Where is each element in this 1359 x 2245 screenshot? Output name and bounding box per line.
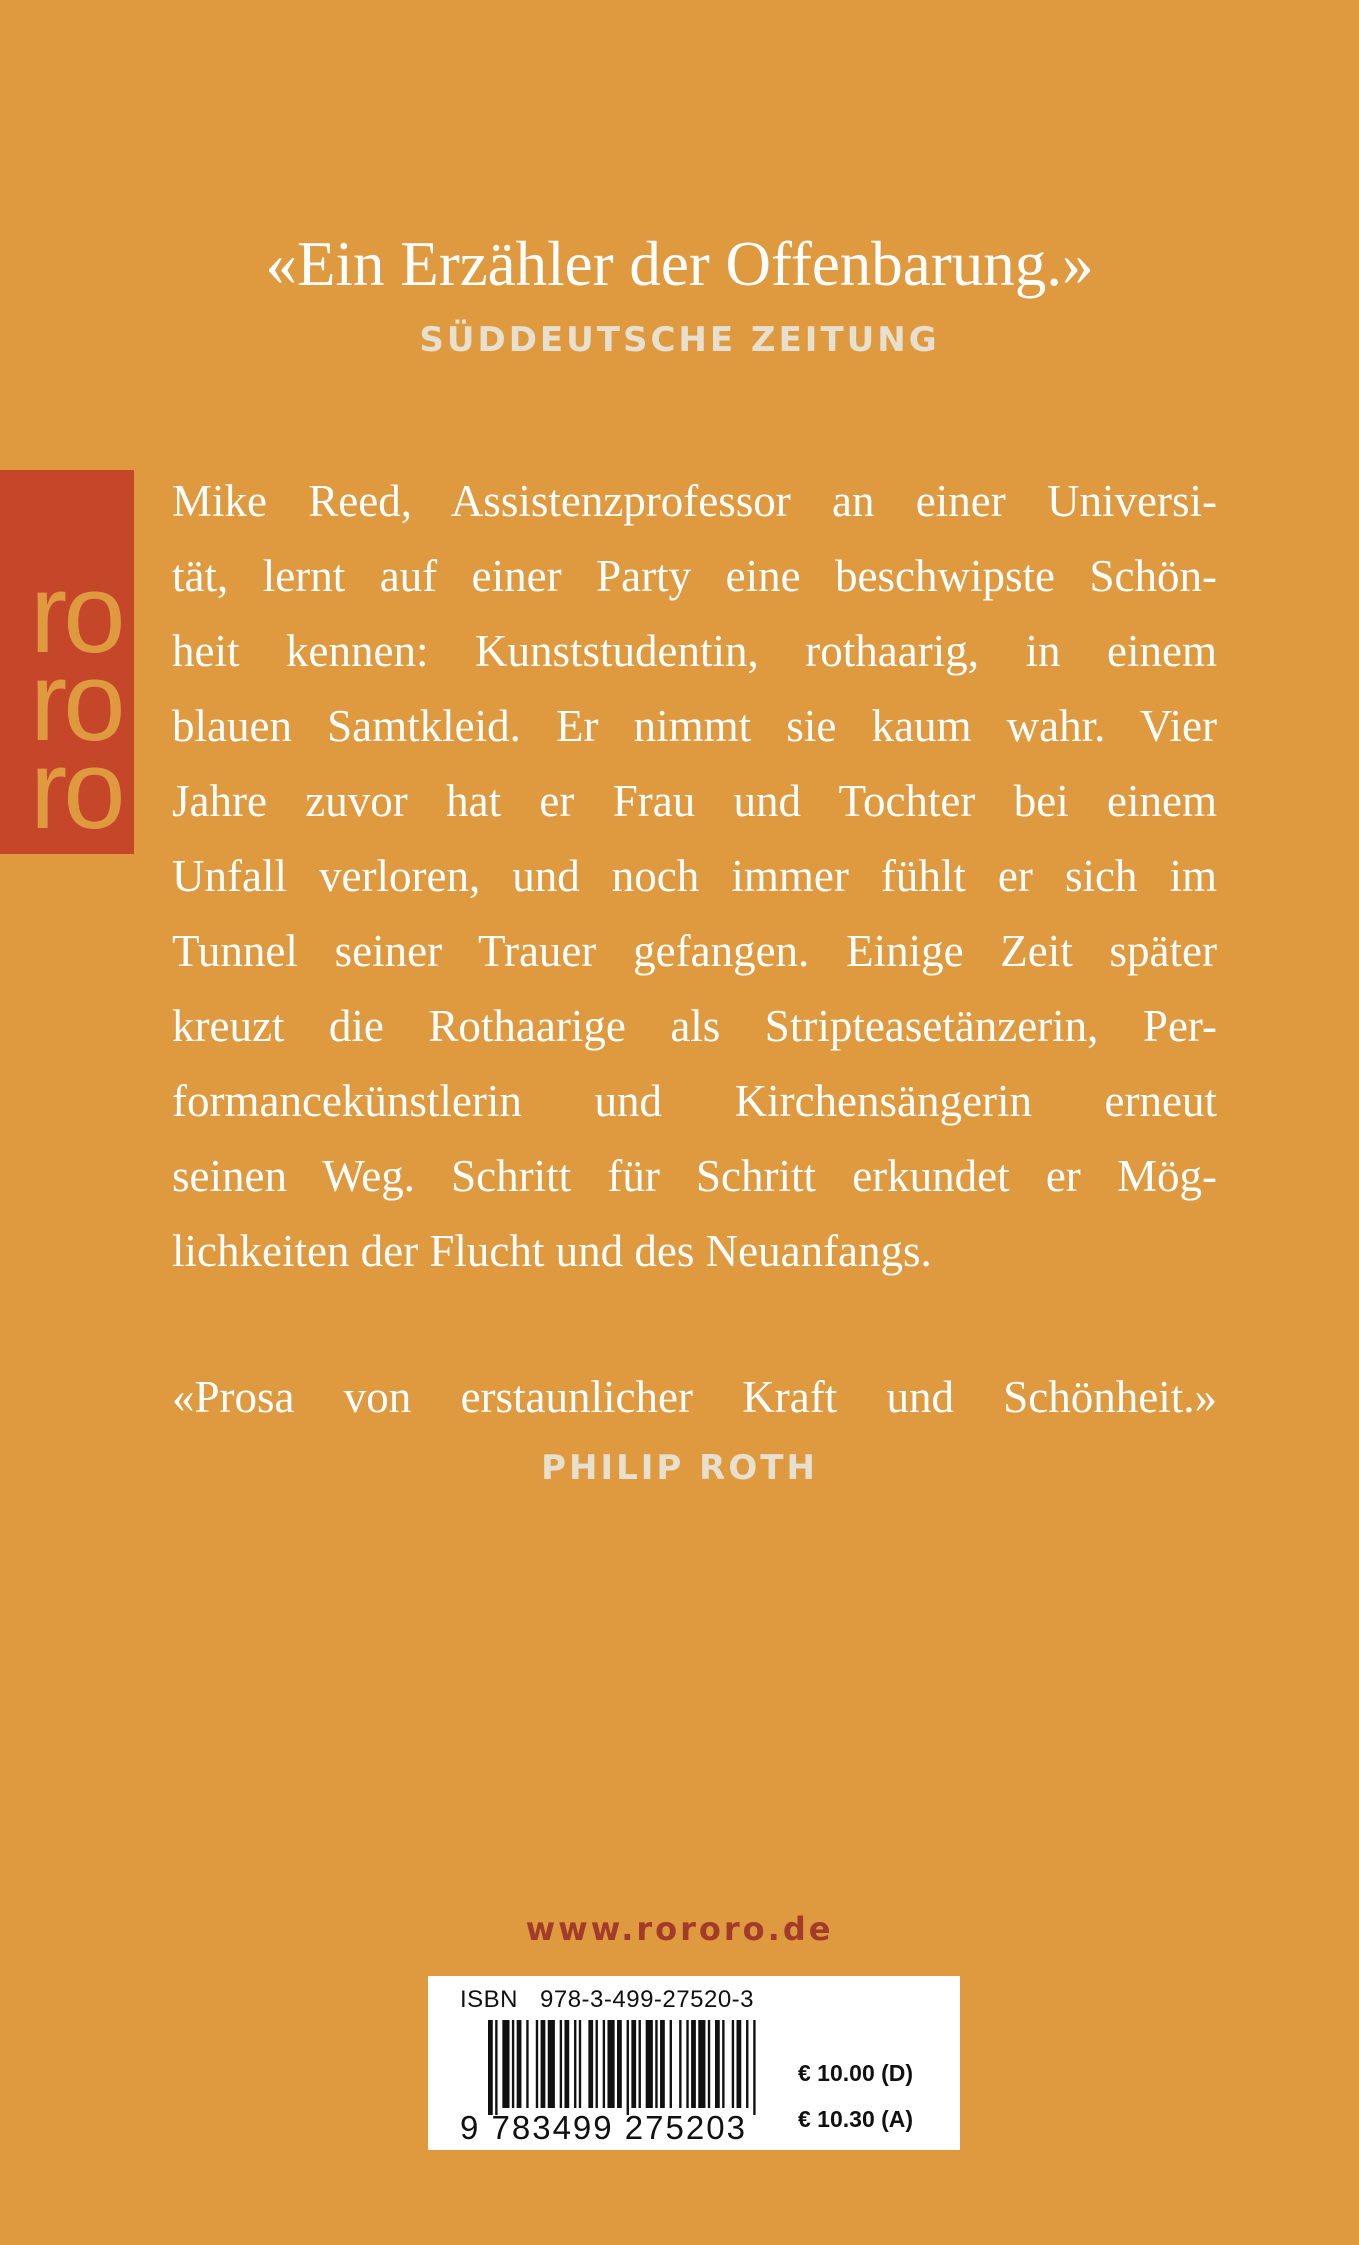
barcode-bar xyxy=(548,2020,555,2108)
isbn-number: 978-3-499-27520-3 xyxy=(540,1986,755,2013)
barcode-bar xyxy=(631,2020,636,2108)
blurb-line: tät, lernt auf einer Party eine beschwipste Schön- xyxy=(172,551,1217,601)
barcode-bars xyxy=(488,2020,758,2115)
logo-text-line-3: ro xyxy=(30,727,122,852)
barcode-bar xyxy=(686,2020,688,2108)
ean-digits: 9 783499 275203 xyxy=(460,2109,747,2146)
barcode-bar xyxy=(737,2020,742,2108)
barcode-bar xyxy=(627,2020,629,2115)
barcode-bar xyxy=(603,2020,605,2108)
blurb-line: Unfall verloren, und noch immer fühlt er sich im xyxy=(172,851,1217,901)
barcode-bar xyxy=(564,2020,569,2108)
barcode-bar xyxy=(495,2020,497,2115)
barcode-bar xyxy=(596,2020,598,2108)
barcode-bar xyxy=(607,2020,614,2108)
blurb-line: Jahre zuvor hat er Frau und Tochter bei einem xyxy=(172,776,1217,826)
barcode-bar xyxy=(574,2020,576,2108)
isbn-line xyxy=(460,1986,754,2014)
barcode-bar xyxy=(691,2020,696,2108)
blurb-line: blauen Samtkleid. Er nimmt sie kaum wahr. Vier xyxy=(172,701,1217,751)
barcode-bar xyxy=(660,2020,665,2108)
website-url: www.rororo.de xyxy=(525,1910,834,1948)
blurb-line: Mike Reed, Assistenzprofessor an einer Universi- xyxy=(172,476,1217,526)
barcode-bar xyxy=(670,2020,672,2108)
barcode-label xyxy=(428,1976,960,2150)
barcode-bar xyxy=(502,2020,509,2108)
barcode-bar xyxy=(732,2020,734,2108)
top-quote-attribution: SÜDDEUTSCHE ZEITUNG xyxy=(419,320,940,360)
barcode-bar xyxy=(488,2020,493,2115)
barcode-bar xyxy=(517,2020,522,2108)
price-austria: € 10.30 (A) xyxy=(798,2106,914,2132)
top-quote: «Ein Erzähler der Offenbarung.» xyxy=(265,229,1094,299)
barcode-bar xyxy=(708,2020,710,2108)
barcode-bar xyxy=(679,2020,681,2108)
isbn-label: ISBN xyxy=(460,1986,519,2013)
barcode-bar xyxy=(655,2020,657,2108)
barcode-bar xyxy=(588,2020,593,2108)
barcode-bar xyxy=(753,2020,755,2115)
barcode-bar xyxy=(646,2020,653,2108)
barcode-bar xyxy=(526,2020,528,2108)
blurb-line: lichkeiten der Flucht und des Neuanfangs. xyxy=(172,1226,932,1276)
logo-text-line-2: ro xyxy=(30,639,122,764)
barcode-bar xyxy=(560,2020,562,2108)
blurb-line: Tunnel seiner Trauer gefangen. Einige Zeit später xyxy=(172,926,1217,976)
bottom-quote-attribution: PHILIP ROTH xyxy=(541,1448,818,1488)
blurb-line: heit kennen: Kunststudentin, rothaarig, in einem xyxy=(172,626,1217,676)
barcode-bar xyxy=(617,2020,622,2108)
barcode-bar xyxy=(639,2020,641,2108)
barcode-bar xyxy=(746,2020,748,2108)
blurb-line: seinen Weg. Schritt für Schritt erkundet er Mög- xyxy=(172,1151,1217,1201)
price-germany: € 10.00 (D) xyxy=(798,2060,914,2086)
blurb-line: kreuzt die Rothaarige als Stripteasetänzerin, Per- xyxy=(172,1001,1217,1051)
barcode-bar xyxy=(536,2020,538,2108)
barcode-bar xyxy=(722,2020,724,2108)
barcode-bar xyxy=(512,2020,514,2108)
logo-text-line-1: ro xyxy=(30,551,122,676)
bottom-quote: «Prosa von erstaunlicher Kraft und Schönheit.» xyxy=(172,1372,1217,1422)
blurb-line: formancekünstlerin und Kirchensängerin erneut xyxy=(172,1076,1217,1126)
barcode-bar xyxy=(698,2020,705,2108)
blurb-text xyxy=(172,464,1217,1289)
barcode-bar xyxy=(541,2020,546,2108)
barcode-bar xyxy=(715,2020,720,2108)
barcode-bar xyxy=(579,2020,581,2108)
